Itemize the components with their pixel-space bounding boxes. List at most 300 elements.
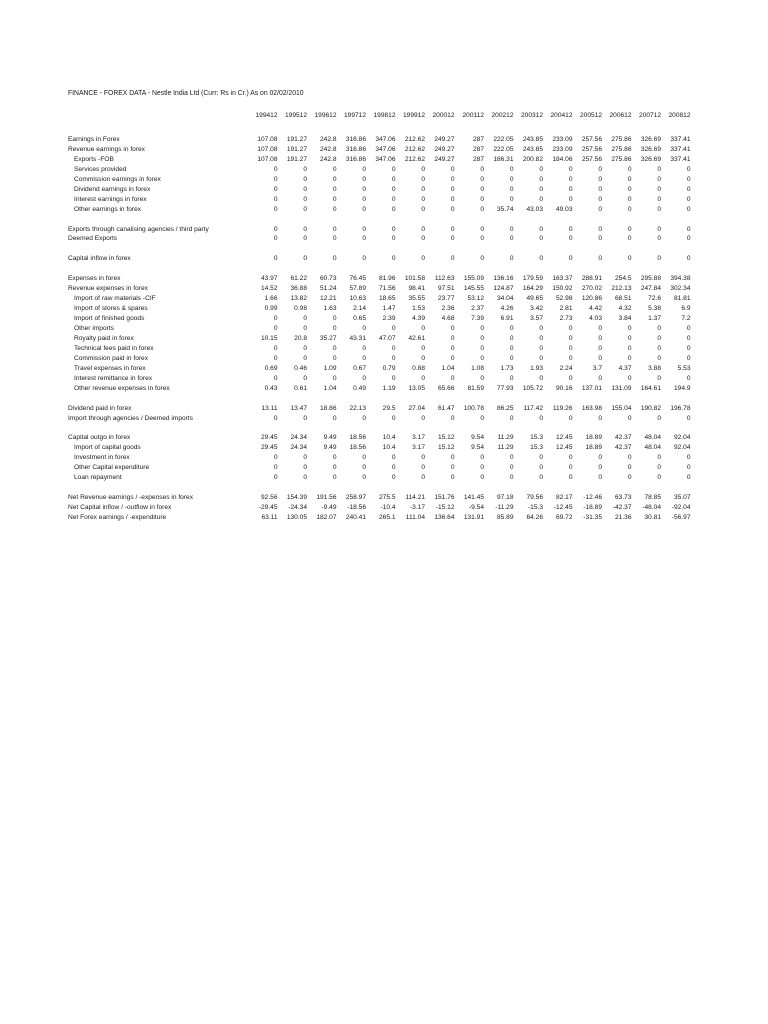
spacer-cell bbox=[68, 483, 691, 493]
table-row bbox=[68, 493, 691, 503]
value-cell: 0 bbox=[509, 225, 514, 233]
value-cell: 0 bbox=[686, 255, 691, 263]
value-cell: 0 bbox=[657, 474, 661, 482]
value-cell: 0 bbox=[332, 315, 337, 323]
value-cell: 0 bbox=[450, 205, 455, 213]
value-cell: 0 bbox=[362, 165, 366, 173]
value-cell: 61.22 bbox=[290, 275, 307, 283]
value-cell: 0 bbox=[480, 374, 484, 382]
value-cell: 0 bbox=[480, 175, 484, 183]
value-cell: 0 bbox=[362, 175, 366, 183]
row-label: Interest earnings in forex bbox=[74, 195, 147, 203]
value-cell: 0 bbox=[539, 175, 543, 183]
value-cell: 0 bbox=[480, 464, 484, 472]
value-cell: 13.05 bbox=[408, 384, 425, 392]
value-cell: 295.88 bbox=[640, 275, 661, 283]
value-cell: 0 bbox=[332, 195, 337, 203]
value-cell: 0 bbox=[421, 235, 425, 243]
value-cell: 0 bbox=[332, 454, 337, 462]
row-label: Interest remittance in forex bbox=[74, 374, 153, 382]
value-cell: 119.26 bbox=[552, 404, 573, 412]
value-cell: 61.47 bbox=[437, 404, 455, 412]
spacer-cell bbox=[68, 244, 691, 254]
spacer-cell bbox=[68, 125, 691, 135]
value-cell: 0 bbox=[450, 255, 455, 263]
value-cell: 0 bbox=[627, 414, 632, 422]
value-cell: 1.63 bbox=[323, 305, 337, 313]
row-label: Travel expenses in forex bbox=[74, 364, 146, 372]
value-cell: 0 bbox=[627, 185, 632, 193]
value-cell: 0 bbox=[598, 195, 602, 203]
value-cell: 0 bbox=[627, 255, 632, 263]
value-cell: 0 bbox=[273, 464, 278, 472]
value-cell: 212.62 bbox=[404, 155, 425, 163]
value-cell: 0 bbox=[657, 185, 661, 193]
value-cell: 64.26 bbox=[526, 514, 543, 522]
value-cell: 0 bbox=[391, 175, 396, 183]
value-cell: 0.79 bbox=[382, 364, 396, 372]
table-row bbox=[68, 165, 691, 175]
value-cell: 0.61 bbox=[294, 384, 307, 392]
table-row bbox=[68, 294, 691, 304]
row-label: Exports -FOB bbox=[74, 155, 114, 163]
value-cell: 0 bbox=[657, 325, 661, 332]
value-cell: 92.56 bbox=[260, 494, 278, 502]
year-header: 200212 bbox=[491, 112, 514, 119]
value-cell: 0 bbox=[303, 175, 307, 183]
value-cell: 0 bbox=[539, 464, 543, 472]
value-cell: 0 bbox=[273, 374, 278, 382]
value-cell: 0 bbox=[539, 334, 543, 342]
value-cell: 243.85 bbox=[522, 135, 543, 143]
value-cell: 0 bbox=[391, 325, 396, 332]
value-cell: 18.65 bbox=[378, 295, 396, 303]
value-cell: 10.15 bbox=[260, 334, 278, 342]
value-cell: 0 bbox=[480, 255, 484, 263]
value-cell: 0 bbox=[450, 354, 455, 362]
value-cell: 120.86 bbox=[581, 295, 602, 303]
value-cell: 0 bbox=[391, 255, 396, 263]
value-cell: 151.76 bbox=[434, 494, 455, 502]
row-label: Net Capital inflow / -outflow in forex bbox=[68, 504, 172, 512]
year-header: 200612 bbox=[609, 112, 632, 119]
value-cell: 0 bbox=[273, 255, 278, 263]
value-cell: 90.16 bbox=[555, 384, 573, 392]
value-cell: 7.39 bbox=[471, 315, 484, 323]
value-cell: 0 bbox=[332, 165, 337, 173]
value-cell: 186.31 bbox=[493, 155, 514, 163]
value-cell: 18.86 bbox=[319, 404, 337, 412]
forex-table-body bbox=[68, 125, 691, 523]
value-cell: 47.07 bbox=[378, 334, 396, 342]
value-cell: 60.73 bbox=[319, 275, 337, 283]
value-cell: 0 bbox=[273, 454, 278, 462]
value-cell: 288.91 bbox=[581, 275, 602, 283]
value-cell: 0 bbox=[273, 225, 278, 233]
value-cell: 0 bbox=[686, 454, 691, 462]
table-row bbox=[68, 473, 691, 483]
value-cell: 0 bbox=[332, 185, 337, 193]
value-cell: 1.47 bbox=[382, 305, 396, 313]
spacer-row bbox=[68, 264, 691, 274]
value-cell: 0 bbox=[332, 225, 337, 233]
value-cell: -18.56 bbox=[347, 504, 366, 512]
value-cell: 0 bbox=[657, 255, 661, 263]
value-cell: 0 bbox=[627, 464, 632, 472]
value-cell: 0 bbox=[627, 165, 632, 173]
value-cell: 0 bbox=[480, 225, 484, 233]
value-cell: 49.65 bbox=[526, 295, 543, 303]
value-cell: 21.36 bbox=[614, 514, 632, 522]
row-label: Investment in forex bbox=[74, 454, 130, 462]
value-cell: 0 bbox=[391, 464, 396, 472]
value-cell: 0 bbox=[598, 255, 602, 263]
value-cell: 0 bbox=[509, 474, 514, 482]
value-cell: 0 bbox=[627, 354, 632, 362]
value-cell: 0 bbox=[686, 374, 691, 382]
value-cell: 24.34 bbox=[290, 434, 307, 442]
value-cell: 0 bbox=[391, 165, 396, 173]
table-row bbox=[68, 374, 691, 384]
value-cell: 1.66 bbox=[264, 295, 278, 303]
value-cell: 114.21 bbox=[405, 494, 425, 502]
table-row bbox=[68, 195, 691, 205]
value-cell: 242.8 bbox=[319, 135, 337, 143]
value-cell: 0 bbox=[391, 225, 396, 233]
value-cell: 0 bbox=[686, 464, 691, 472]
value-cell: 0 bbox=[362, 474, 366, 482]
value-cell: 77.93 bbox=[496, 384, 514, 392]
value-cell: 0.46 bbox=[294, 364, 307, 372]
value-cell: 0 bbox=[627, 195, 632, 203]
value-cell: 0 bbox=[362, 325, 366, 332]
value-cell: 0 bbox=[450, 474, 455, 482]
value-cell: 0 bbox=[303, 165, 307, 173]
value-cell: 0 bbox=[539, 185, 543, 193]
value-cell: 117.42 bbox=[523, 404, 543, 412]
value-cell: 18.89 bbox=[585, 434, 602, 442]
value-cell: 0 bbox=[568, 354, 573, 362]
value-cell: 0 bbox=[509, 374, 514, 382]
value-cell: 97.18 bbox=[496, 494, 514, 502]
value-cell: 347.06 bbox=[375, 135, 396, 143]
value-cell: 0 bbox=[568, 474, 573, 482]
value-cell: 212.13 bbox=[611, 285, 632, 293]
value-cell: 48.04 bbox=[644, 434, 661, 442]
value-cell: 190.82 bbox=[640, 404, 661, 412]
value-cell: 194.9 bbox=[673, 384, 691, 392]
value-cell: 9.54 bbox=[471, 434, 484, 442]
value-cell: 0 bbox=[539, 414, 543, 422]
value-cell: 0 bbox=[568, 185, 573, 193]
value-cell: 9.54 bbox=[471, 444, 484, 452]
row-label: Import of finished goods bbox=[74, 315, 145, 323]
value-cell: 249.27 bbox=[434, 135, 455, 143]
value-cell: 0 bbox=[421, 325, 425, 332]
value-cell: 257.56 bbox=[581, 145, 602, 153]
value-cell: 0 bbox=[627, 205, 632, 213]
spacer-cell bbox=[68, 394, 691, 404]
value-cell: 0 bbox=[539, 474, 543, 482]
value-cell: 0 bbox=[450, 325, 455, 332]
value-cell: 0 bbox=[391, 354, 396, 362]
value-cell: 0 bbox=[686, 354, 691, 362]
value-cell: 3.17 bbox=[412, 434, 425, 442]
value-cell: 35.27 bbox=[319, 334, 337, 342]
value-cell: -9.54 bbox=[468, 504, 484, 512]
forex-table bbox=[68, 106, 691, 523]
value-cell: 29.45 bbox=[260, 444, 278, 452]
value-cell: 0 bbox=[627, 474, 632, 482]
value-cell: 0 bbox=[421, 195, 425, 203]
table-row bbox=[68, 314, 691, 324]
value-cell: 0 bbox=[539, 344, 543, 352]
value-cell: 0 bbox=[509, 464, 514, 472]
value-cell: -11.29 bbox=[495, 504, 514, 512]
year-header: 199712 bbox=[343, 112, 366, 119]
value-cell: 0 bbox=[627, 344, 632, 352]
value-cell: 302.34 bbox=[670, 285, 691, 293]
value-cell: 52.98 bbox=[555, 295, 573, 303]
value-cell: 0 bbox=[627, 175, 632, 183]
table-row bbox=[68, 354, 691, 364]
value-cell: 0 bbox=[627, 235, 632, 243]
table-row bbox=[68, 274, 691, 284]
value-cell: 0 bbox=[509, 235, 514, 243]
row-label: Capital inflow in forex bbox=[68, 255, 131, 263]
value-cell: 191.27 bbox=[286, 135, 307, 143]
value-cell: 81.81 bbox=[673, 295, 691, 303]
value-cell: 35.74 bbox=[496, 205, 514, 213]
value-cell: 182.07 bbox=[316, 514, 337, 522]
table-row bbox=[68, 404, 691, 414]
value-cell: 0 bbox=[539, 165, 543, 173]
row-label: Dividend earnings in forex bbox=[74, 185, 151, 193]
spacer-row bbox=[68, 125, 691, 135]
value-cell: 0.69 bbox=[264, 364, 278, 372]
value-cell: 0 bbox=[598, 414, 602, 422]
value-cell: 15.12 bbox=[437, 444, 455, 452]
value-cell: -18.89 bbox=[583, 504, 602, 512]
value-cell: 0 bbox=[598, 334, 602, 342]
value-cell: 0 bbox=[686, 344, 691, 352]
value-cell: 0 bbox=[421, 344, 425, 352]
row-label: Dividend paid in forex bbox=[68, 404, 132, 412]
value-cell: 0 bbox=[539, 255, 543, 263]
table-row bbox=[68, 433, 691, 443]
row-label: Commission earnings in forex bbox=[74, 175, 161, 183]
value-cell: 0 bbox=[509, 354, 514, 362]
value-cell: 0 bbox=[391, 195, 396, 203]
value-cell: 0 bbox=[303, 374, 307, 382]
value-cell: 0 bbox=[568, 175, 573, 183]
value-cell: 0 bbox=[421, 255, 425, 263]
row-label: Exports through canalising agencies / third party bbox=[68, 225, 209, 233]
value-cell: 0 bbox=[362, 344, 366, 352]
value-cell: 0.98 bbox=[294, 305, 307, 313]
value-cell: 0 bbox=[303, 195, 307, 203]
value-cell: -24.34 bbox=[288, 504, 307, 512]
value-cell: 111.04 bbox=[405, 514, 425, 522]
value-cell: -29.45 bbox=[258, 504, 278, 512]
table-row bbox=[68, 324, 691, 334]
table-row bbox=[68, 185, 691, 195]
value-cell: 0.43 bbox=[264, 384, 278, 392]
value-cell: 0 bbox=[421, 205, 425, 213]
row-label: Import of capital goods bbox=[74, 444, 141, 452]
table-row bbox=[68, 145, 691, 155]
value-cell: 6.9 bbox=[681, 305, 691, 313]
value-cell: 0 bbox=[303, 414, 307, 422]
spacer-cell bbox=[68, 264, 691, 274]
value-cell: 0 bbox=[657, 175, 661, 183]
value-cell: 0 bbox=[332, 235, 337, 243]
value-cell: 0 bbox=[303, 315, 307, 323]
value-cell: 0 bbox=[480, 474, 484, 482]
value-cell: 3.7 bbox=[592, 364, 602, 372]
value-cell: 0 bbox=[657, 235, 661, 243]
value-cell: 0 bbox=[421, 175, 425, 183]
value-cell: 0 bbox=[362, 255, 366, 263]
value-cell: 0 bbox=[539, 235, 543, 243]
table-row bbox=[68, 175, 691, 185]
value-cell: 0 bbox=[303, 235, 307, 243]
value-cell: 12.45 bbox=[555, 444, 573, 452]
value-cell: 0 bbox=[480, 454, 484, 462]
table-row bbox=[68, 225, 691, 235]
value-cell: 0 bbox=[568, 255, 573, 263]
value-cell: 0 bbox=[450, 225, 455, 233]
value-cell: 3.17 bbox=[412, 444, 425, 452]
value-cell: 101.58 bbox=[404, 275, 425, 283]
value-cell: 0 bbox=[450, 374, 455, 382]
year-header: 199912 bbox=[402, 112, 425, 119]
value-cell: 23.77 bbox=[437, 295, 455, 303]
value-cell: 0 bbox=[303, 344, 307, 352]
value-cell: 0 bbox=[391, 474, 396, 482]
value-cell: 326.69 bbox=[640, 135, 661, 143]
value-cell: 0 bbox=[568, 414, 573, 422]
value-cell: 0 bbox=[362, 374, 366, 382]
value-cell: 316.86 bbox=[345, 145, 366, 153]
value-cell: 11.29 bbox=[497, 434, 514, 442]
header-blank-cell bbox=[68, 106, 248, 125]
value-cell: 1.19 bbox=[382, 384, 396, 392]
value-cell: 254.5 bbox=[614, 275, 632, 283]
value-cell: 0 bbox=[509, 175, 514, 183]
value-cell: 100.78 bbox=[463, 404, 484, 412]
value-cell: 0 bbox=[568, 454, 573, 462]
value-cell: 0 bbox=[686, 474, 691, 482]
spacer-cell bbox=[68, 215, 691, 225]
value-cell: 326.69 bbox=[640, 145, 661, 153]
value-cell: 0 bbox=[657, 344, 661, 352]
value-cell: 0 bbox=[450, 235, 455, 243]
table-row bbox=[68, 364, 691, 374]
value-cell: 0 bbox=[509, 334, 514, 342]
row-label: Net Revenue earnings / -expenses in forex bbox=[68, 494, 193, 502]
year-header: 200012 bbox=[432, 112, 455, 119]
value-cell: 0 bbox=[598, 235, 602, 243]
value-cell: 0 bbox=[509, 255, 514, 263]
table-row bbox=[68, 513, 691, 523]
value-cell: 337.41 bbox=[670, 155, 691, 163]
value-cell: 13.11 bbox=[261, 404, 278, 412]
value-cell: 0 bbox=[480, 325, 484, 332]
value-cell: 0 bbox=[362, 185, 366, 193]
value-cell: 164.61 bbox=[640, 384, 661, 392]
value-cell: 53.12 bbox=[467, 295, 484, 303]
value-cell: 0 bbox=[450, 454, 455, 462]
value-cell: 0 bbox=[657, 454, 661, 462]
value-cell: 0 bbox=[332, 325, 337, 332]
value-cell: 2.24 bbox=[559, 364, 573, 372]
value-cell: 2.39 bbox=[382, 315, 396, 323]
value-cell: 5.53 bbox=[677, 364, 691, 372]
value-cell: 233.09 bbox=[552, 145, 573, 153]
value-cell: 4.26 bbox=[500, 305, 514, 313]
value-cell: 130.05 bbox=[286, 514, 307, 522]
value-cell: -12.45 bbox=[553, 504, 573, 512]
value-cell: 0 bbox=[391, 344, 396, 352]
value-cell: 81.96 bbox=[378, 275, 396, 283]
value-cell: 0 bbox=[391, 374, 396, 382]
value-cell: 0 bbox=[568, 374, 573, 382]
value-cell: 0 bbox=[509, 454, 514, 462]
value-cell: 0 bbox=[598, 175, 602, 183]
value-cell: 275.86 bbox=[611, 155, 632, 163]
value-cell: 0.99 bbox=[264, 305, 278, 313]
value-cell: -9.49 bbox=[321, 504, 337, 512]
value-cell: 0 bbox=[598, 325, 602, 332]
value-cell: 0 bbox=[598, 474, 602, 482]
value-cell: 0 bbox=[362, 454, 366, 462]
value-cell: 85.89 bbox=[496, 514, 514, 522]
value-cell: 18.89 bbox=[585, 444, 602, 452]
table-row bbox=[68, 284, 691, 294]
value-cell: 0 bbox=[686, 195, 691, 203]
value-cell: 3.57 bbox=[530, 315, 543, 323]
value-cell: 0 bbox=[273, 315, 278, 323]
value-cell: 0 bbox=[362, 195, 366, 203]
value-cell: 0 bbox=[332, 175, 337, 183]
value-cell: 71.56 bbox=[378, 285, 396, 293]
table-row bbox=[68, 453, 691, 463]
value-cell: 0 bbox=[362, 464, 366, 472]
value-cell: 0 bbox=[627, 225, 632, 233]
value-cell: 0 bbox=[332, 474, 337, 482]
value-cell: 212.62 bbox=[404, 145, 425, 153]
value-cell: 4.37 bbox=[618, 364, 632, 372]
value-cell: 0 bbox=[273, 354, 278, 362]
value-cell: 0 bbox=[686, 205, 691, 213]
value-cell: 249.27 bbox=[434, 155, 455, 163]
value-cell: 0 bbox=[686, 175, 691, 183]
value-cell: 0 bbox=[657, 195, 661, 203]
value-cell: 92.04 bbox=[673, 444, 691, 452]
value-cell: 0 bbox=[627, 374, 632, 382]
value-cell: 4.03 bbox=[589, 315, 602, 323]
value-cell: -31.35 bbox=[583, 514, 602, 522]
value-cell: 233.09 bbox=[552, 135, 573, 143]
value-cell: 0 bbox=[657, 414, 661, 422]
value-cell: 191.27 bbox=[286, 145, 307, 153]
value-cell: 0 bbox=[421, 165, 425, 173]
value-cell: 0 bbox=[509, 325, 514, 332]
value-cell: 316.86 bbox=[345, 135, 366, 143]
value-cell: 337.41 bbox=[670, 135, 691, 143]
value-cell: 0 bbox=[509, 414, 514, 422]
